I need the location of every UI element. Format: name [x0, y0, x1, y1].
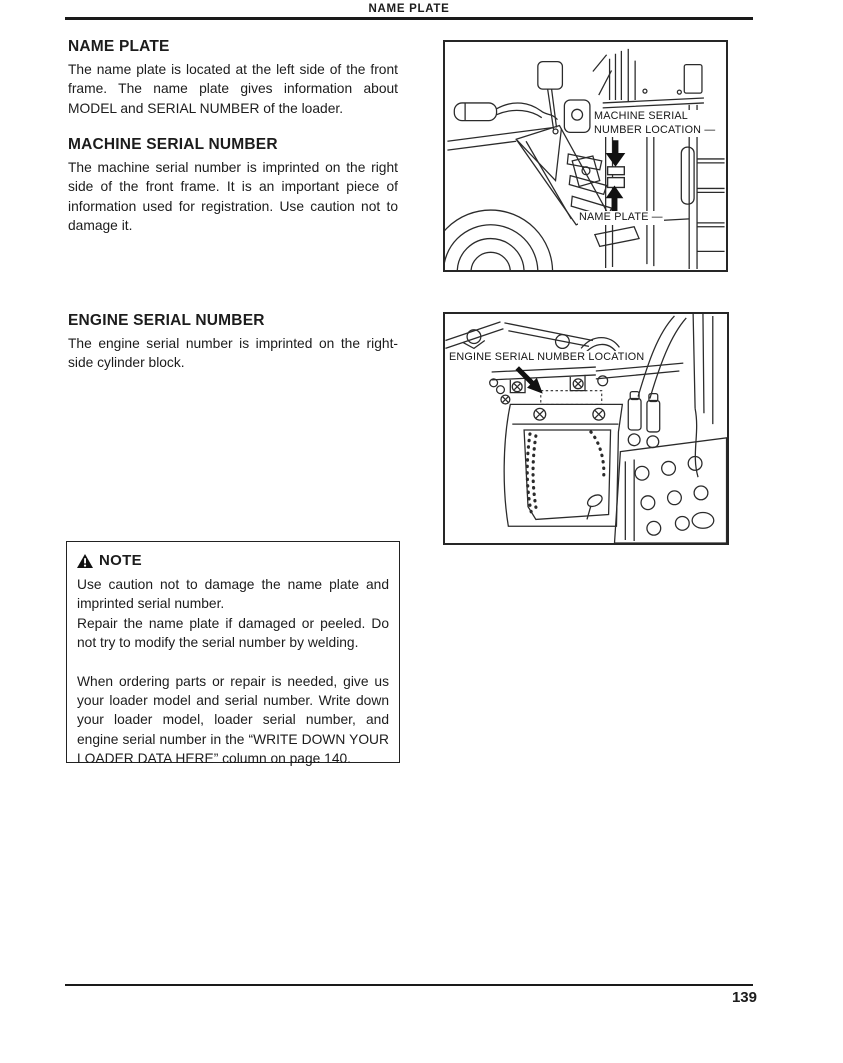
- engine-illustration: [445, 314, 727, 543]
- name-plate-heading: NAME PLATE: [68, 38, 170, 55]
- note-paragraph-gap: [77, 653, 389, 672]
- name-plate-shape: [608, 167, 625, 188]
- machine-serial-illustration: [445, 42, 726, 270]
- down-arrow-icon: [606, 140, 626, 167]
- serial-location-dotted-outline: [541, 391, 602, 405]
- machine-serial-figure: [443, 40, 728, 272]
- warning-triangle-icon: [77, 554, 93, 568]
- engine-serial-location-label: ENGINE SERIAL NUMBER LOCATION: [449, 351, 645, 363]
- note-para-2: Repair the name plate if damaged or peeled. Do not try to modify the serial number by welding.: [77, 615, 389, 651]
- name-plate-body: The name plate is located at the left side of the front frame. The name plate gives information about MODEL and SERIAL NUMBER of the loader.: [68, 62, 398, 116]
- note-box: [66, 541, 400, 767]
- section-name-plate: [68, 38, 398, 118]
- note-header: [77, 552, 389, 569]
- note-para-1: Use caution not to damage the name plate and imprinted serial number.: [77, 577, 389, 612]
- note-title: NOTE: [99, 552, 142, 569]
- header-rule: [65, 17, 753, 20]
- machine-serial-heading: MACHINE SERIAL NUMBER: [68, 136, 278, 153]
- machine-serial-location-label: [593, 110, 716, 137]
- section-engine-serial: [68, 312, 398, 373]
- footer-rule: [65, 984, 753, 986]
- engine-serial-body: The engine serial number is imprinted on the right-side cylinder block.: [68, 336, 398, 371]
- header-title: NAME PLATE: [368, 3, 450, 15]
- up-arrow-icon: [606, 185, 624, 212]
- machine-serial-body: The machine serial number is imprinted on the right side of the front frame. It is an important piece of information used for registration. Use caution not to damage it.: [68, 160, 398, 234]
- engine-serial-figure: [443, 312, 729, 545]
- engine-serial-heading: ENGINE SERIAL NUMBER: [68, 312, 265, 329]
- section-machine-serial: [68, 136, 398, 236]
- machine-serial-location-label-line1: MACHINE SERIAL: [594, 110, 688, 122]
- page-number: 139: [731, 989, 757, 1006]
- name-plate-label: NAME PLATE —: [579, 211, 663, 223]
- note-para-3: When ordering parts or repair is needed, give us your loader model and serial number. Write down your loader model, loader serial number, and engine serial number in the “WRITE DOWN YOUR LOADER DATA HERE” column on page 140.: [77, 673, 389, 767]
- machine-serial-location-label-line2: NUMBER LOCATION —: [594, 123, 716, 136]
